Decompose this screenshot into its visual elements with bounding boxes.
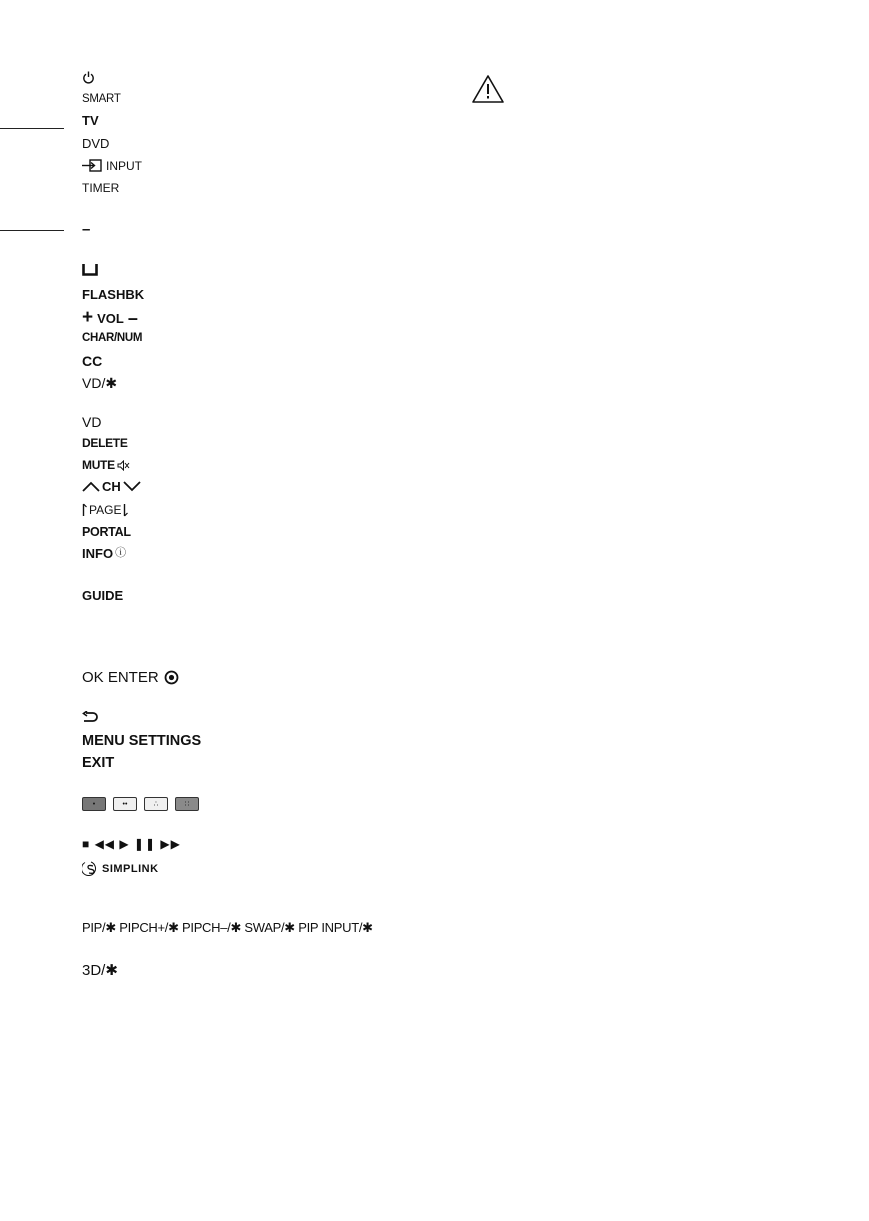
power-button-label (82, 71, 95, 84)
three-d-label: 3D/✱ (82, 962, 118, 979)
simplink-logo-icon (82, 861, 100, 877)
smart-label: SMART (82, 93, 121, 105)
green-button: •• (113, 797, 137, 811)
menu-settings-label: MENU SETTINGS (82, 733, 202, 749)
guide-label: GUIDE (82, 588, 124, 603)
volume-label-row (82, 306, 138, 328)
dash-label: – (82, 221, 91, 238)
yellow-button: ∴ (144, 797, 168, 811)
ch-label: CH (102, 479, 121, 494)
warning-triangle-icon (471, 74, 505, 109)
input-label: INPUT (106, 158, 142, 173)
blue-button: ∷ (175, 797, 199, 811)
channel-label-row (82, 480, 141, 493)
chevron-up-icon (82, 481, 100, 492)
vol-minus-label: – (127, 308, 138, 328)
space-label (82, 263, 98, 276)
info-label-row (82, 547, 126, 560)
page-up-icon (82, 503, 87, 517)
cc-label: CC (82, 353, 103, 369)
ok-enter-row (82, 670, 179, 685)
back-arrow-icon (82, 711, 98, 724)
ok-enter-label: OK ENTER (82, 669, 159, 686)
space-icon (82, 263, 98, 276)
input-arrow-icon (82, 159, 104, 172)
char-num-label: CHAR/NUM (82, 332, 143, 344)
page-down-icon (123, 503, 128, 517)
chevron-down-icon (123, 481, 141, 492)
timer-label: TIMER (82, 181, 120, 195)
page-label-row (82, 503, 128, 517)
back-label (82, 711, 98, 724)
enter-circle-icon (164, 670, 179, 685)
media-controls-label: ■ ◀◀ ▶ ❚❚ ▶▶ (82, 837, 181, 851)
dvd-label: DVD (82, 136, 110, 151)
info-circle-icon: ⓘ (115, 547, 127, 559)
info-label: INFO (82, 546, 114, 561)
power-icon (82, 71, 95, 84)
vol-plus-label: + (82, 306, 94, 328)
tv-label: TV (82, 113, 99, 128)
mute-label: MUTE (82, 458, 115, 472)
mute-speaker-icon (117, 460, 130, 471)
pip-label: PIP/✱ PIPCH+/✱ PIPCH–/✱ SWAP/✱ PIP INPUT/✱ (82, 920, 373, 935)
input-label-row (82, 159, 142, 172)
mute-label-row (82, 459, 130, 471)
simplink-row (82, 861, 159, 877)
portal-label: PORTAL (82, 525, 131, 539)
simplink-label: SIMPLINK (102, 862, 159, 875)
red-button: • (82, 797, 106, 811)
vol-label: VOL (97, 310, 124, 326)
delete-label: DELETE (82, 436, 128, 450)
flashbk-label: FLASHBK (82, 287, 145, 302)
exit-label: EXIT (82, 755, 115, 771)
margin-rule-top (0, 128, 64, 129)
vd-label: VD (82, 414, 102, 430)
margin-rule-bottom (0, 230, 64, 231)
page-label: PAGE (89, 503, 122, 517)
vd-star-label: VD/✱ (82, 375, 118, 391)
color-buttons-row (82, 797, 204, 811)
